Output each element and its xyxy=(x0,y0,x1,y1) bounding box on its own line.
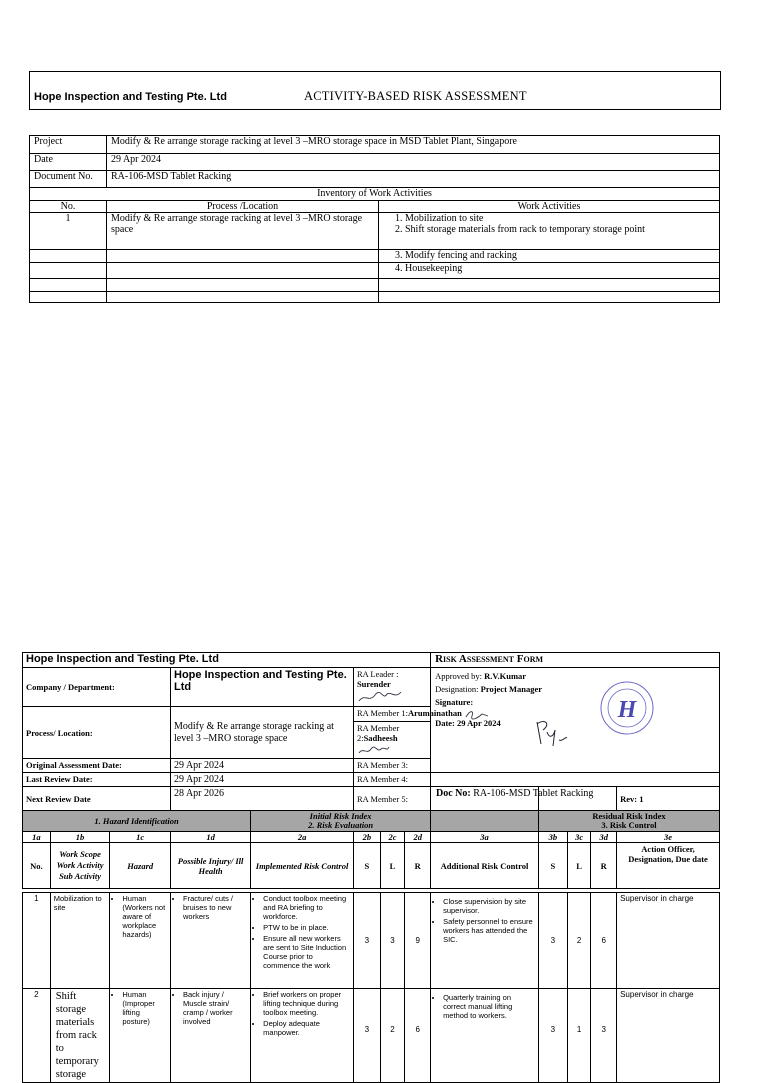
ra-member1-label: RA Member 1: xyxy=(356,708,408,718)
col-s: S xyxy=(353,843,380,889)
additional-item: • Safety personnel to ensure workers has attended the SIC. xyxy=(443,917,535,944)
activity-row xyxy=(30,213,720,250)
col-hazard: Hazard xyxy=(110,843,171,889)
initial-s: 3 xyxy=(353,893,380,989)
risk-row-no: 2 xyxy=(23,989,51,1083)
last-review-label: Last Review Date: xyxy=(23,773,171,787)
ra-member2-cell xyxy=(353,722,430,759)
doc-no-value: RA-106-MSD Tablet Racking xyxy=(473,788,594,800)
risk-row-injury xyxy=(171,989,251,1083)
activity-item: 3. Modify fencing and racking xyxy=(405,250,715,261)
row-no: 1 xyxy=(30,213,107,250)
column-header-row xyxy=(30,201,720,213)
orig-date-label: Original Assessment Date: xyxy=(23,759,171,773)
document-value: RA-106-MSD Tablet Racking xyxy=(107,171,720,188)
control-item: • Ensure all new workers are sent to Site Induction Course prior to commence the work xyxy=(263,934,350,970)
col-activities: Work Activities xyxy=(379,201,720,213)
risk-assessment-form xyxy=(22,652,720,1083)
col-l: L xyxy=(380,843,405,889)
residual-s: 3 xyxy=(538,989,567,1083)
col-implemented-control: Implemented Risk Control xyxy=(251,843,354,889)
inventory-table xyxy=(29,135,720,303)
col-process: Process /Location xyxy=(107,201,379,213)
activity-item: 1. Mobilization to site xyxy=(405,213,715,224)
code-cell: 1c xyxy=(110,832,171,843)
doc-no-label: Doc No: xyxy=(435,788,471,800)
section-row xyxy=(23,811,720,832)
hazard-item: • Human (Improper lifting posture) xyxy=(122,990,167,1026)
document-header xyxy=(29,71,721,110)
column-header-row xyxy=(23,843,720,889)
section-title: Inventory of Work Activities xyxy=(30,188,720,201)
risk-row-officer: Supervisor in charge xyxy=(617,893,720,989)
company-dept-value: Hope Inspection and Testing Pte. Ltd xyxy=(171,668,354,707)
risk-row-additional xyxy=(431,989,539,1083)
last-review-value: 29 Apr 2024 xyxy=(171,773,354,787)
form-company: Hope Inspection and Testing Pte. Ltd xyxy=(23,653,431,668)
col-action-officer: Action Officer, Designation, Due date xyxy=(617,843,720,889)
section-title-row xyxy=(30,188,720,201)
ra-member1-value: Arumainathan xyxy=(407,708,462,718)
next-review-row xyxy=(23,787,720,811)
company-dept-label: Company / Department: xyxy=(23,668,171,707)
control-item: • Brief workers on proper lifting technique during toolbox meeting. xyxy=(263,990,350,1017)
code-cell: 1b xyxy=(50,832,110,843)
risk-row-officer: Supervisor in charge xyxy=(617,989,720,1083)
ra-leader-value: Surender xyxy=(356,679,391,689)
additional-item: • Quarterly training on correct manual lifting method to workers. xyxy=(443,993,535,1020)
risk-row-additional xyxy=(431,893,539,989)
activity-cell xyxy=(379,250,720,263)
date-label: Date xyxy=(30,154,107,171)
col-residual-r: R xyxy=(591,843,617,889)
orig-date-value: 29 Apr 2024 xyxy=(171,759,354,773)
risk-row-injury xyxy=(171,893,251,989)
residual-r: 6 xyxy=(591,893,617,989)
next-review-value: 28 Apr 2026 xyxy=(171,787,354,811)
empty-row xyxy=(30,292,720,303)
code-cell: 3c xyxy=(567,832,591,843)
code-cell: 2d xyxy=(405,832,431,843)
ra-member4-label: RA Member 4: xyxy=(353,773,430,787)
risk-row-activity: Mobilization to site xyxy=(50,893,110,989)
initial-r: 6 xyxy=(405,989,431,1083)
risk-row-controls xyxy=(251,989,354,1083)
residual-l: 1 xyxy=(567,989,591,1083)
section-risk-control xyxy=(538,811,719,832)
company-row xyxy=(23,668,720,707)
ra-member2-signature xyxy=(357,743,391,757)
initial-r: 9 xyxy=(405,893,431,989)
approval-date-value: 29 Apr 2024 xyxy=(457,718,501,728)
risk-row-hazard xyxy=(110,989,171,1083)
approver-signature xyxy=(531,716,571,748)
activity-item: 2. Shift storage materials from rack to temporary storage point xyxy=(405,224,715,235)
approval-block xyxy=(431,668,720,773)
additional-item: • Close supervision by site supervisor. xyxy=(443,897,535,915)
injury-item: • Fracture/ cuts / bruises to new workers xyxy=(183,894,247,921)
doc-no-cell xyxy=(435,787,616,811)
code-cell: 3e xyxy=(617,832,720,843)
code-cell: 2c xyxy=(380,832,405,843)
project-row xyxy=(30,136,720,154)
col-additional-control: Additional Risk Control xyxy=(431,843,539,889)
initial-l: 2 xyxy=(380,989,405,1083)
hazard-item: • Human (Workers not aware of workplace hazards) xyxy=(122,894,167,939)
company-seal xyxy=(599,680,655,736)
risk-row xyxy=(23,893,720,989)
next-review-label: Next Review Date xyxy=(23,787,171,811)
ra-member2-label: RA Member 2: xyxy=(356,723,400,744)
control-item: • Conduct toolbox meeting and RA briefing to workforce. xyxy=(263,894,350,921)
risk-row-controls xyxy=(251,893,354,989)
ra-leader-cell xyxy=(353,668,430,707)
ra-leader-signature xyxy=(357,689,403,705)
activity-row xyxy=(30,250,720,263)
form-title-row xyxy=(23,653,720,668)
residual-r: 3 xyxy=(591,989,617,1083)
injury-item: • Back injury / Muscle strain/ cramp / worker involved xyxy=(183,990,247,1026)
rev-label: Rev: 1 xyxy=(617,787,720,811)
residual-risk-index: Residual Risk Index xyxy=(592,811,666,822)
col-r: R xyxy=(405,843,431,889)
col-residual-s: S xyxy=(538,843,567,889)
code-row xyxy=(23,832,720,843)
code-cell: 3b xyxy=(538,832,567,843)
residual-l: 2 xyxy=(567,893,591,989)
document-row xyxy=(30,171,720,188)
ra-member2-value: Sadheesh xyxy=(363,733,398,744)
project-value: Modify & Re arrange storage racking at level 3 –MRO storage space in MSD Tablet Plant, Singapore xyxy=(107,136,720,154)
residual-s: 3 xyxy=(538,893,567,989)
code-cell: 2b xyxy=(353,832,380,843)
date-row xyxy=(30,154,720,171)
project-label: Project xyxy=(30,136,107,154)
signature-label: Signature: xyxy=(435,697,474,707)
code-cell: 1d xyxy=(171,832,251,843)
ra-leader-label: RA Leader : xyxy=(356,669,399,679)
process-label: Process/ Location: xyxy=(23,707,171,759)
row-process: Modify & Re arrange storage racking at level 3 –MRO storage space xyxy=(107,213,379,250)
activity-cell xyxy=(379,263,720,279)
col-no: No. xyxy=(30,201,107,213)
empty-row xyxy=(30,279,720,292)
risk-row xyxy=(23,989,720,1083)
last-review-row xyxy=(23,773,720,787)
form-title: Risk Assessment Form xyxy=(431,653,720,668)
risk-row-activity: Shift storage materials from rack to temporary storage xyxy=(50,989,110,1083)
activity-row xyxy=(30,263,720,279)
document-label: Document No. xyxy=(30,171,107,188)
code-cell: 3d xyxy=(591,832,617,843)
col-residual-l: L xyxy=(567,843,591,889)
approved-value: R.V.Kumar xyxy=(484,671,527,681)
initial-s: 3 xyxy=(353,989,380,1083)
code-cell: 2a xyxy=(251,832,354,843)
code-cell: 3a xyxy=(431,832,539,843)
process-value: Modify & Re arrange storage racking at level 3 –MRO storage space xyxy=(171,707,354,759)
designation-value: Project Manager xyxy=(480,684,543,694)
ra-member1-cell xyxy=(353,707,462,722)
approved-label: Approved by: xyxy=(435,671,483,681)
section-hazard-identification: 1. Hazard Identification xyxy=(23,811,251,832)
date-value: 29 Apr 2024 xyxy=(107,154,720,171)
risk-row-no: 1 xyxy=(23,893,51,989)
approval-date-label: Date: xyxy=(435,718,455,728)
col-injury: Possible Injury/ Ill Health xyxy=(171,843,251,889)
risk-row-hazard xyxy=(110,893,171,989)
activity-cell xyxy=(379,213,720,250)
col-work-scope: Work Scope Work Activity Sub Activity xyxy=(50,843,110,889)
col-no: No. xyxy=(23,843,51,889)
initial-risk-index: Initial Risk Index xyxy=(309,811,372,822)
risk-control: 3. Risk Control xyxy=(601,820,657,831)
company-name: Hope Inspection and Testing Pte. Ltd xyxy=(34,91,227,103)
ra-member5-label: RA Member 5: xyxy=(353,787,430,811)
seal-letter: H xyxy=(617,697,637,723)
initial-l: 3 xyxy=(380,893,405,989)
code-cell: 1a xyxy=(23,832,51,843)
designation-label: Designation: xyxy=(435,684,479,694)
ra-member3-label: RA Member 3: xyxy=(353,759,430,773)
control-item: • PTW to be in place. xyxy=(263,923,350,932)
control-item: • Deploy adequate manpower. xyxy=(263,1019,350,1037)
risk-evaluation: 2. Risk Evaluation xyxy=(308,820,374,831)
section-risk-evaluation xyxy=(251,811,431,832)
activity-item: 4. Housekeeping xyxy=(405,263,715,274)
document-title: ACTIVITY-BASED RISK ASSESSMENT xyxy=(304,89,527,103)
